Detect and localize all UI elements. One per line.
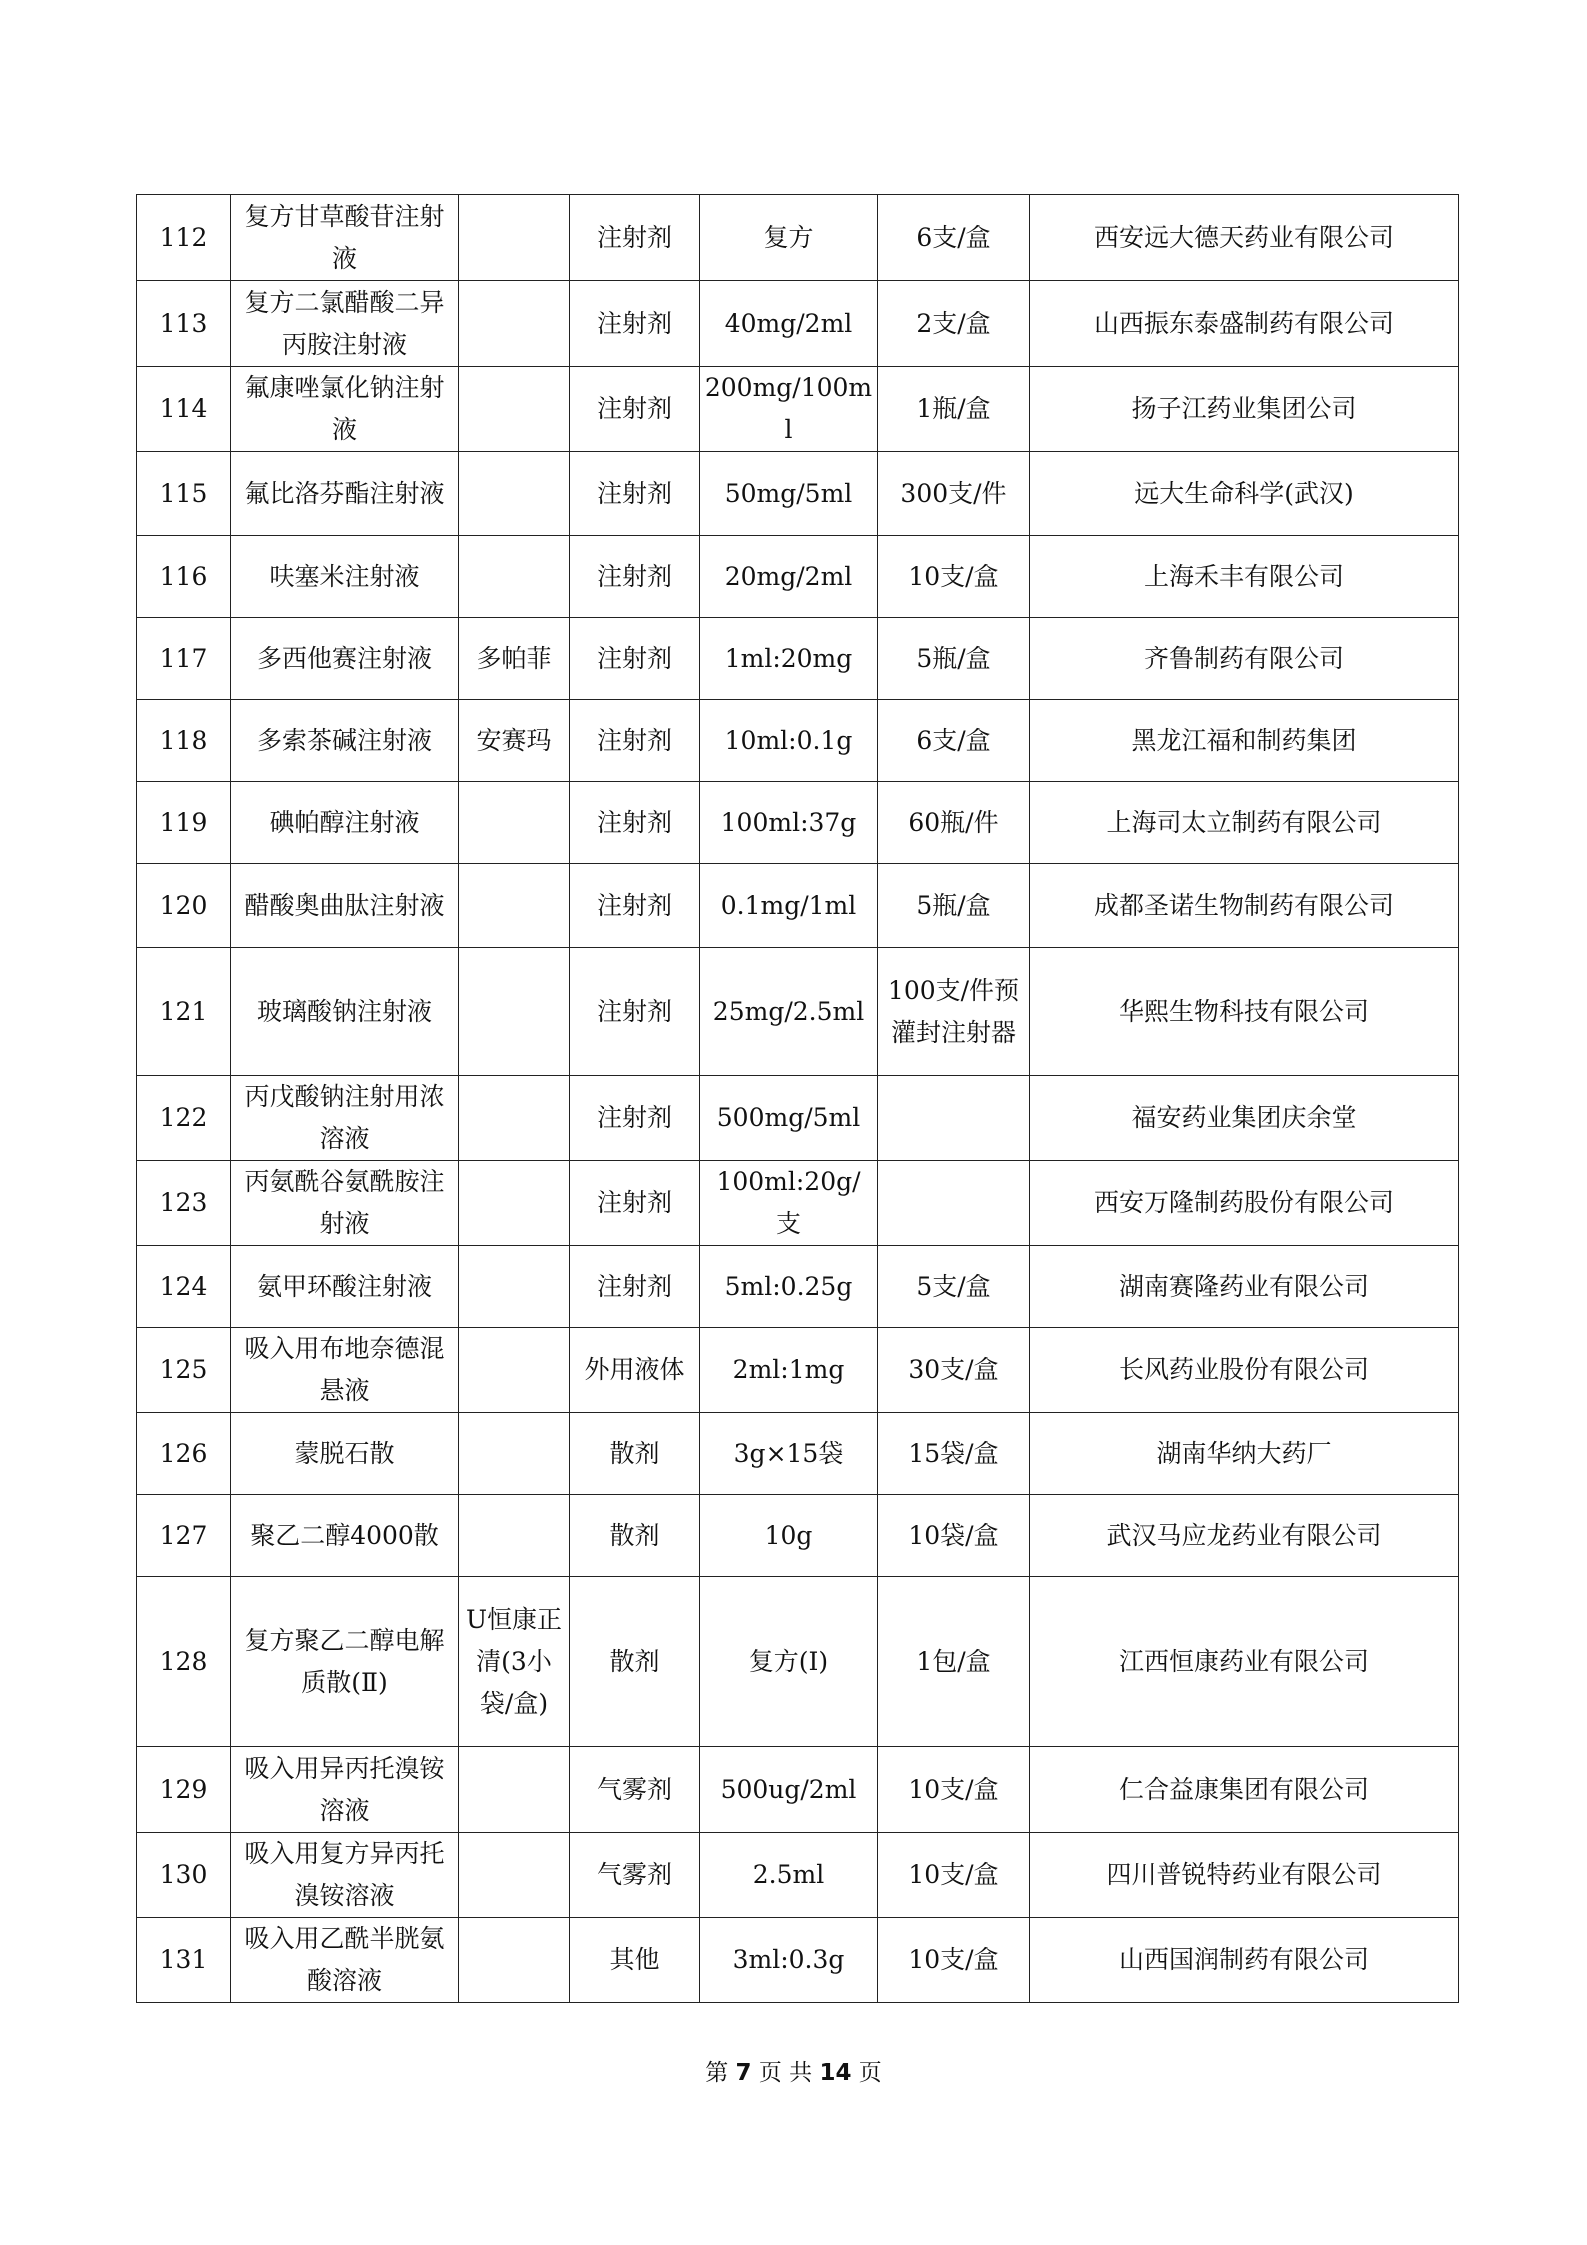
page-footer [0,2058,1587,2088]
footer-page-number: 7 [735,2060,752,2086]
cell-brand-name [459,452,570,536]
cell-specification: 40mg/2ml [700,281,878,367]
footer-prefix: 第 [705,2060,729,2086]
table-row [137,1161,1459,1246]
cell-brand-name [459,1161,570,1246]
cell-number: 125 [137,1328,231,1413]
cell-brand-name [459,1076,570,1161]
cell-number: 124 [137,1246,231,1328]
table-row [137,1076,1459,1161]
table-row [137,536,1459,618]
cell-packaging: 10支/盒 [878,1747,1030,1833]
cell-specification: 500ug/2ml [700,1747,878,1833]
cell-specification: 0.1mg/1ml [700,864,878,948]
cell-dosage-form: 注射剂 [570,195,700,281]
table-body [137,195,1459,2003]
cell-number: 130 [137,1833,231,1918]
cell-dosage-form: 注射剂 [570,536,700,618]
footer-middle: 页 共 [758,2060,813,2086]
cell-number: 121 [137,948,231,1076]
table-row [137,1833,1459,1918]
cell-dosage-form: 注射剂 [570,1076,700,1161]
cell-manufacturer: 四川普锐特药业有限公司 [1030,1833,1459,1918]
cell-dosage-form: 散剂 [570,1495,700,1577]
table-row [137,1495,1459,1577]
cell-specification: 1ml:20mg [700,618,878,700]
cell-packaging: 1瓶/盒 [878,367,1030,452]
cell-manufacturer: 山西国润制药有限公司 [1030,1918,1459,2003]
cell-dosage-form: 注射剂 [570,864,700,948]
cell-brand-name [459,536,570,618]
cell-packaging: 300支/件 [878,452,1030,536]
cell-drug-name: 多索茶碱注射液 [231,700,459,782]
table-row [137,281,1459,367]
cell-packaging: 5瓶/盒 [878,618,1030,700]
cell-packaging [878,1161,1030,1246]
cell-packaging: 10支/盒 [878,1918,1030,2003]
table-row [137,1577,1459,1747]
cell-specification: 200mg/100ml [700,367,878,452]
cell-manufacturer: 齐鲁制药有限公司 [1030,618,1459,700]
cell-manufacturer: 武汉马应龙药业有限公司 [1030,1495,1459,1577]
cell-number: 131 [137,1918,231,2003]
cell-number: 117 [137,618,231,700]
cell-dosage-form: 散剂 [570,1413,700,1495]
cell-brand-name [459,1918,570,2003]
cell-specification: 3g×15袋 [700,1413,878,1495]
table-row [137,1413,1459,1495]
table-row [137,1918,1459,2003]
cell-manufacturer: 远大生命科学(武汉) [1030,452,1459,536]
cell-packaging: 5瓶/盒 [878,864,1030,948]
cell-brand-name [459,864,570,948]
cell-drug-name: 复方聚乙二醇电解质散(Ⅱ) [231,1577,459,1747]
cell-number: 119 [137,782,231,864]
drug-list-table [136,194,1459,2003]
cell-number: 126 [137,1413,231,1495]
cell-packaging: 10支/盒 [878,536,1030,618]
cell-manufacturer: 山西振东泰盛制药有限公司 [1030,281,1459,367]
cell-dosage-form: 注射剂 [570,700,700,782]
cell-manufacturer: 上海司太立制药有限公司 [1030,782,1459,864]
cell-manufacturer: 湖南赛隆药业有限公司 [1030,1246,1459,1328]
cell-manufacturer: 长风药业股份有限公司 [1030,1328,1459,1413]
cell-number: 113 [137,281,231,367]
table-row [137,864,1459,948]
cell-manufacturer: 扬子江药业集团公司 [1030,367,1459,452]
cell-drug-name: 吸入用复方异丙托溴铵溶液 [231,1833,459,1918]
cell-drug-name: 复方二氯醋酸二异丙胺注射液 [231,281,459,367]
cell-brand-name [459,1413,570,1495]
cell-number: 122 [137,1076,231,1161]
cell-packaging: 6支/盒 [878,700,1030,782]
cell-manufacturer: 仁合益康集团有限公司 [1030,1747,1459,1833]
cell-packaging: 10支/盒 [878,1833,1030,1918]
cell-number: 129 [137,1747,231,1833]
cell-dosage-form: 散剂 [570,1577,700,1747]
table-row [137,195,1459,281]
cell-packaging: 6支/盒 [878,195,1030,281]
cell-number: 114 [137,367,231,452]
cell-specification: 2ml:1mg [700,1328,878,1413]
cell-brand-name [459,367,570,452]
cell-number: 128 [137,1577,231,1747]
table-row [137,618,1459,700]
cell-drug-name: 丙戊酸钠注射用浓溶液 [231,1076,459,1161]
cell-specification: 2.5ml [700,1833,878,1918]
cell-packaging: 60瓶/件 [878,782,1030,864]
cell-brand-name [459,782,570,864]
cell-dosage-form: 注射剂 [570,948,700,1076]
cell-packaging: 10袋/盒 [878,1495,1030,1577]
table-row [137,948,1459,1076]
cell-brand-name [459,195,570,281]
cell-dosage-form: 外用液体 [570,1328,700,1413]
cell-drug-name: 聚乙二醇4000散 [231,1495,459,1577]
cell-specification: 复方 [700,195,878,281]
cell-drug-name: 吸入用布地奈德混悬液 [231,1328,459,1413]
cell-number: 115 [137,452,231,536]
cell-manufacturer: 湖南华纳大药厂 [1030,1413,1459,1495]
cell-packaging: 1包/盒 [878,1577,1030,1747]
cell-brand-name: 多帕菲 [459,618,570,700]
footer-total-pages: 14 [819,2060,852,2086]
cell-brand-name [459,948,570,1076]
cell-number: 123 [137,1161,231,1246]
cell-specification: 5ml:0.25g [700,1246,878,1328]
cell-brand-name [459,1495,570,1577]
cell-dosage-form: 注射剂 [570,1161,700,1246]
cell-brand-name [459,1328,570,1413]
cell-specification: 10g [700,1495,878,1577]
table-row [137,700,1459,782]
cell-packaging: 2支/盒 [878,281,1030,367]
cell-specification: 500mg/5ml [700,1076,878,1161]
cell-manufacturer: 华熙生物科技有限公司 [1030,948,1459,1076]
cell-dosage-form: 注射剂 [570,618,700,700]
cell-specification: 20mg/2ml [700,536,878,618]
cell-manufacturer: 西安远大德天药业有限公司 [1030,195,1459,281]
cell-brand-name: 安赛玛 [459,700,570,782]
cell-drug-name: 醋酸奥曲肽注射液 [231,864,459,948]
cell-drug-name: 氨甲环酸注射液 [231,1246,459,1328]
cell-drug-name: 碘帕醇注射液 [231,782,459,864]
table-row [137,452,1459,536]
cell-dosage-form: 注射剂 [570,782,700,864]
footer-suffix: 页 [858,2060,882,2086]
cell-manufacturer: 西安万隆制药股份有限公司 [1030,1161,1459,1246]
cell-brand-name [459,1833,570,1918]
cell-brand-name [459,281,570,367]
cell-drug-name: 氟比洛芬酯注射液 [231,452,459,536]
table-row [137,1246,1459,1328]
table-row [137,782,1459,864]
cell-specification: 10ml:0.1g [700,700,878,782]
table-row [137,1747,1459,1833]
cell-specification: 25mg/2.5ml [700,948,878,1076]
cell-drug-name: 吸入用乙酰半胱氨酸溶液 [231,1918,459,2003]
table-row [137,1328,1459,1413]
cell-specification: 100ml:37g [700,782,878,864]
cell-drug-name: 玻璃酸钠注射液 [231,948,459,1076]
cell-dosage-form: 注射剂 [570,367,700,452]
cell-drug-name: 吸入用异丙托溴铵溶液 [231,1747,459,1833]
cell-packaging: 5支/盒 [878,1246,1030,1328]
cell-brand-name [459,1246,570,1328]
cell-number: 127 [137,1495,231,1577]
cell-packaging: 100支/件预灌封注射器 [878,948,1030,1076]
cell-dosage-form: 气雾剂 [570,1833,700,1918]
cell-manufacturer: 江西恒康药业有限公司 [1030,1577,1459,1747]
cell-manufacturer: 黑龙江福和制药集团 [1030,700,1459,782]
cell-brand-name [459,1747,570,1833]
cell-specification: 复方(I) [700,1577,878,1747]
cell-drug-name: 蒙脱石散 [231,1413,459,1495]
cell-packaging: 30支/盒 [878,1328,1030,1413]
cell-dosage-form: 注射剂 [570,452,700,536]
cell-manufacturer: 上海禾丰有限公司 [1030,536,1459,618]
cell-number: 116 [137,536,231,618]
cell-manufacturer: 福安药业集团庆余堂 [1030,1076,1459,1161]
cell-specification: 100ml:20g/支 [700,1161,878,1246]
cell-number: 118 [137,700,231,782]
cell-specification: 50mg/5ml [700,452,878,536]
cell-number: 112 [137,195,231,281]
cell-dosage-form: 注射剂 [570,281,700,367]
cell-drug-name: 氟康唑氯化钠注射液 [231,367,459,452]
cell-dosage-form: 气雾剂 [570,1747,700,1833]
cell-number: 120 [137,864,231,948]
cell-dosage-form: 注射剂 [570,1246,700,1328]
cell-packaging: 15袋/盒 [878,1413,1030,1495]
cell-manufacturer: 成都圣诺生物制药有限公司 [1030,864,1459,948]
cell-drug-name: 呋塞米注射液 [231,536,459,618]
table-row [137,367,1459,452]
cell-brand-name: U恒康正清(3小袋/盒) [459,1577,570,1747]
cell-specification: 3ml:0.3g [700,1918,878,2003]
cell-drug-name: 丙氨酰谷氨酰胺注射液 [231,1161,459,1246]
cell-drug-name: 复方甘草酸苷注射液 [231,195,459,281]
cell-packaging [878,1076,1030,1161]
cell-drug-name: 多西他赛注射液 [231,618,459,700]
cell-dosage-form: 其他 [570,1918,700,2003]
